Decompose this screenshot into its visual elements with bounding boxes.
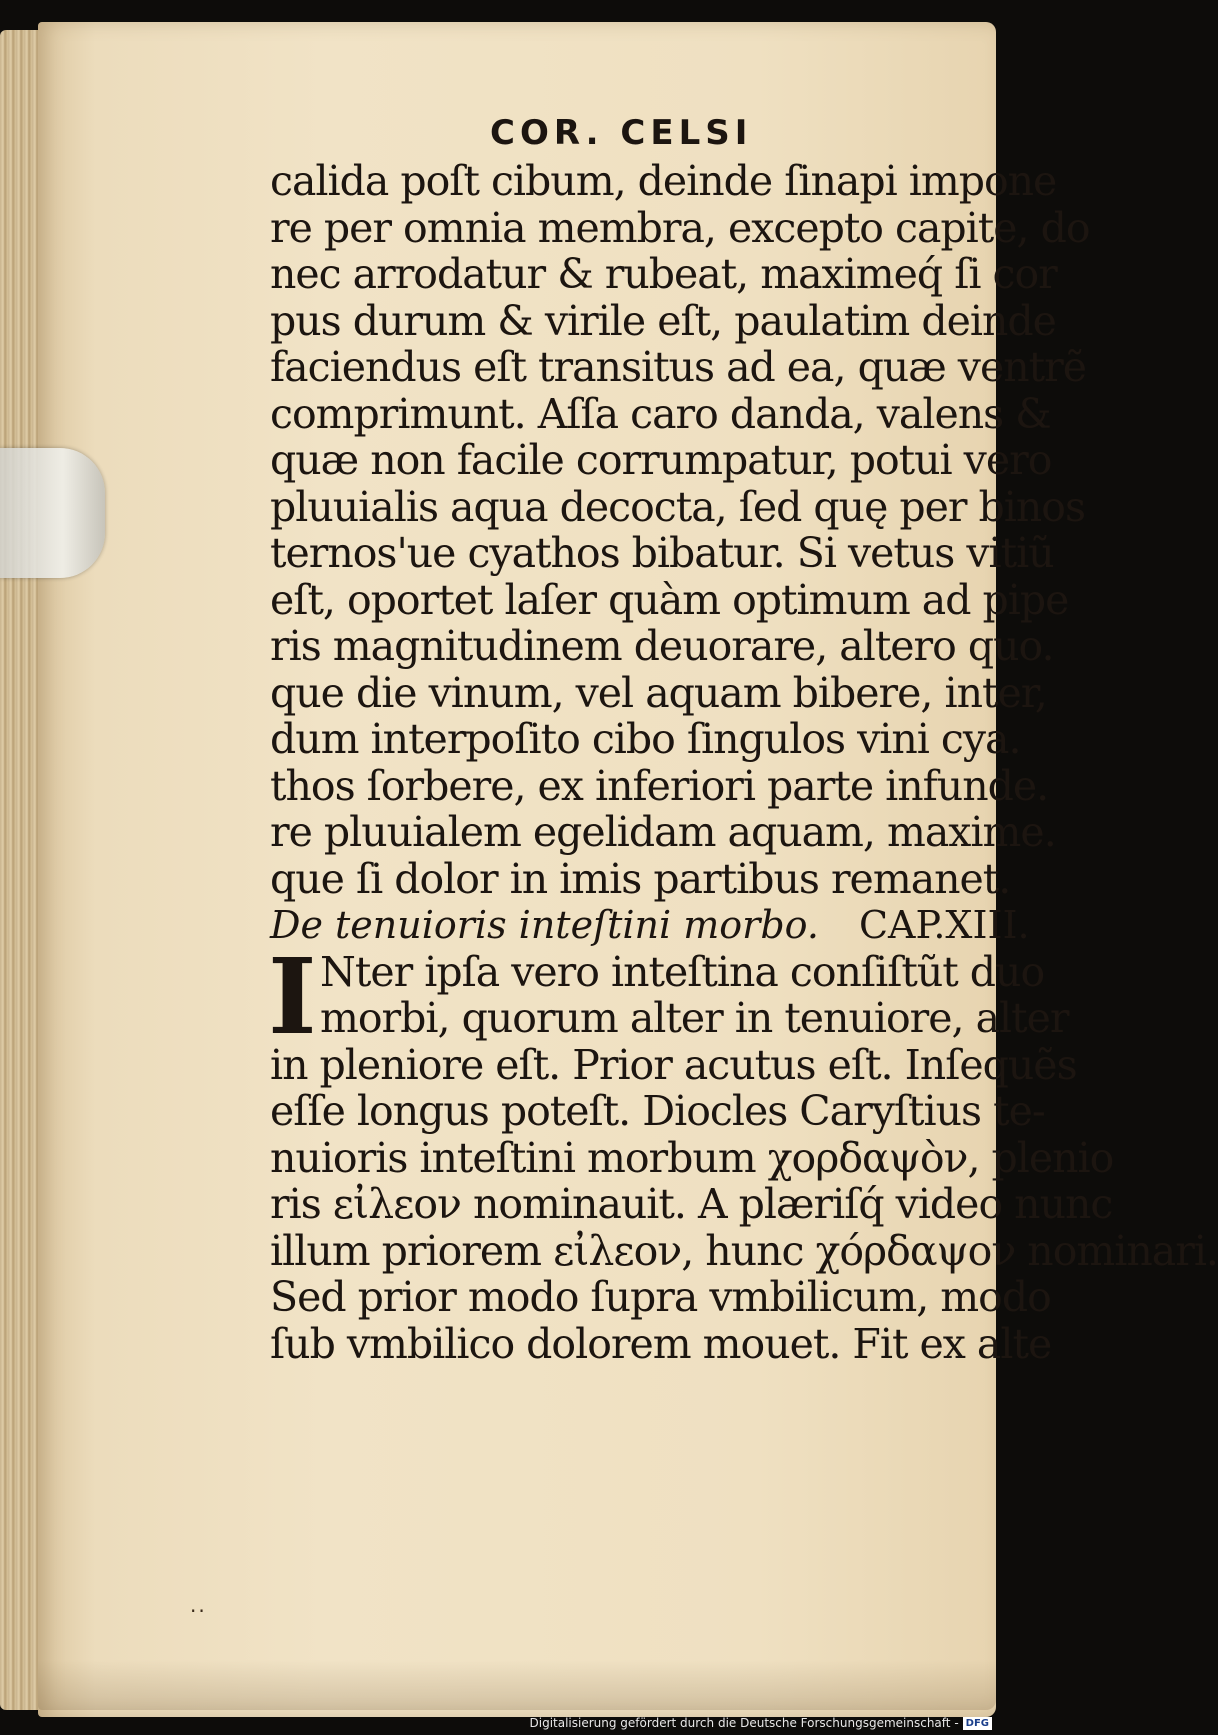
text-line: pus durum & virile eſt, paulatim deinde (270, 296, 1056, 345)
digitization-credit (530, 1716, 993, 1730)
text-line: thos ſorbere, ex inferiori parte infunde. (270, 761, 1049, 810)
text-line: faciendus eſt transitus ad ea, quæ ventrẽ (270, 343, 1086, 391)
text-line: ſub vmbilico dolorem mouet. Fit ex alte (270, 1319, 1052, 1368)
text-line: in pleniore eſt. Prior acutus eſt. Inſequẽs (270, 1040, 1077, 1089)
text-line: ris εἰλεον nominauit. A plæriſq́ video nunc (270, 1180, 1113, 1228)
chapter-heading (270, 902, 1030, 949)
text-line: ris magnitudinem deuorare, altero quo. (270, 622, 1054, 670)
chapter-number: XIII. (945, 903, 1030, 947)
running-head: COR. CELSI (490, 113, 753, 153)
text-line: pluuialis aqua decocta, ſed quę per binos (270, 482, 1085, 531)
text-line: nuioris inteſtini morbum χορδαψὸν, plenio (270, 1133, 1114, 1182)
body-text (270, 157, 1090, 903)
dfg-logo: DFG (963, 1717, 992, 1730)
text-line: comprimunt. Aſſa caro danda, valens & (270, 389, 1051, 438)
text-line: eſt, oportet laſer quàm optimum ad pipe (270, 575, 1069, 624)
text-line: que ſi dolor in imis partibus remanet. (270, 854, 1011, 903)
credit-text: Digitalisierung gefördert durch die Deutsche Forschungsgemeinschaft - (529, 1716, 959, 1730)
text-line: illum priorem εἰλεον, hunc χόρδαψον nominari. (270, 1226, 1218, 1275)
text-line: re pluuialem egelidam aquam, maxime. (270, 808, 1056, 856)
chapter-text (268, 934, 1218, 1368)
text-line: morbi, quorum alter in tenuiore, alter (320, 994, 1069, 1042)
text-line: que die vinum, vel aquam bibere, inter, (270, 668, 1047, 717)
page-content (268, 112, 1218, 1368)
text-line: re per omnia membra, excepto capite, do (270, 203, 1090, 252)
text-line: eſſe longus poteſt. Diocles Caryſtius te- (270, 1087, 1045, 1135)
text-line: nec arrodatur & rubeat, maximeq́ ſi cor (270, 250, 1057, 298)
chapter-title: De tenuioris inteſtini morbo. (270, 903, 819, 947)
text-line: Nter ipſa vero inteſtina conſiſtũt duo (320, 947, 1045, 996)
drop-cap-initial: I (268, 934, 317, 1058)
text-line: calida poſt cibum, deinde ſinapi impone (270, 157, 1057, 205)
text-line: Sed prior modo ſupra vmbilicum, modo (270, 1273, 1051, 1321)
text-line: dum interpoſito cibo ſingulos vini cya. (270, 715, 1021, 763)
page-shadow (38, 1660, 996, 1710)
text-line: ternos'ue cyathos bibatur. Si vetus vitiũ (270, 529, 1054, 577)
chapter-label: CAP. (858, 903, 946, 947)
margin-marks: .. (190, 1593, 207, 1617)
text-line: quæ non facile corrumpatur, potui vero (270, 436, 1052, 484)
page-clip (0, 448, 105, 578)
